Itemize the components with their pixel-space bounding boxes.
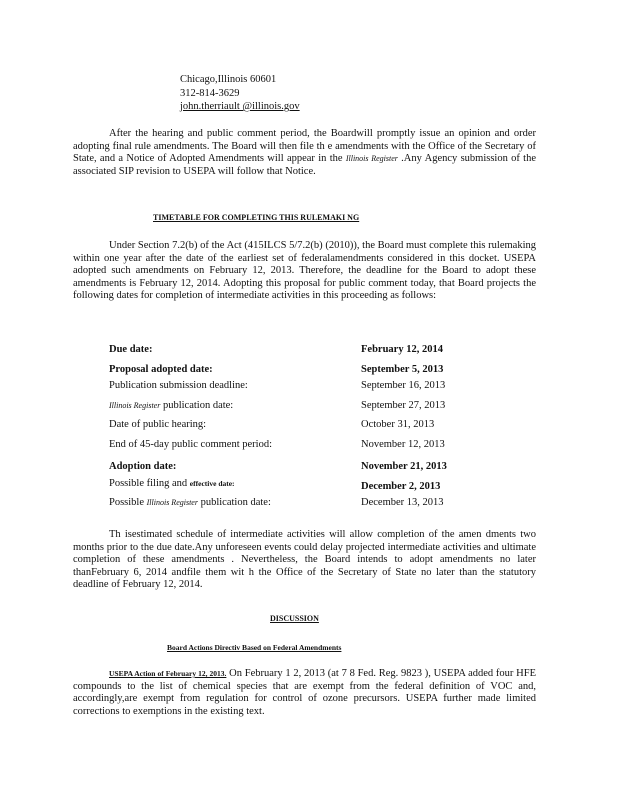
schedule-label: publication date: [162,400,234,411]
schedule-date: November 21, 2013 [361,461,447,472]
schedule-label-small: effective date: [189,479,235,488]
schedule-date: September 27, 2013 [361,400,446,411]
schedule-label: Date of public hearing: [109,419,207,430]
schedule-label-row [109,400,233,411]
usepa-action-lead: USEPA Action of February 12, 2013. [109,669,227,678]
paragraph-estimated-schedule-text: Th isestimated schedule of intermediate activities will allow completion of the amen dments two months prior to the due date.Any unforeseen events could delay projected intermediate activities and ultimate completion of these amendments . Nevertheless, the Board intends to adopt amendments no later thanFebruary 6, 2014 andfile them wit h the Office of the Secretary of State no later than the statutory deadline of February 12, 2014. [73,529,536,591]
schedule-label: Adoption date: [109,461,177,472]
schedule-label: Possible [109,497,145,508]
schedule-label-tail: publication date: [200,497,271,508]
paragraph-usepa-action [73,668,536,718]
paragraph-section-72 [73,240,536,303]
schedule-label-row [109,497,271,508]
schedule-label: Possible filing and [109,478,188,489]
schedule-date: October 31, 2013 [361,419,435,430]
illinois-register-ref: Illinois Register [146,498,198,507]
paragraph-hearing-tail: .Any Agency submission of the associated SIP revision to USEPA will follow that Notice. [73,153,537,177]
discussion-heading: DISCUSSION [270,614,319,623]
schedule-label-row [109,478,235,489]
schedule-label: Publication submission deadline: [109,380,248,391]
schedule-label: Proposal adopted date: [109,364,213,375]
schedule-date: February 12, 2014 [361,344,443,355]
schedule-label: Due date: [109,344,153,355]
timetable-heading: TIMETABLE FOR COMPLETING THIS RULEMAKI NG [153,213,360,222]
paragraph-section-72-text: Under Section 7.2(b) of the Act (415ILCS 5/7.2(b) (2010)), the Board must complete this rulemaking within one year after the date of the earliest set of federalamendments considered in this docket. USEPA adopted such amendments on February 12, 2013. Therefore, the deadline for the Board to adopt these amendments is February 12, 2014. Adopting this proposal for public comment today, that Board projects the following dates for completion of intermediate activities in this proceeding as follows: [73,240,536,302]
schedule-date: September 5, 2013 [361,364,444,375]
federal-amendments-subheading: Board Actions Directiv Based on Federal Amendments [167,643,342,652]
schedule-date: November 12, 2013 [361,439,445,450]
illinois-register-ref: Illinois Register [345,154,398,164]
paragraph-hearing [73,128,536,178]
schedule-date: September 16, 2013 [361,380,446,391]
schedule-label: End of 45-day public comment period: [109,439,273,450]
paragraph-estimated-schedule [73,529,536,592]
paragraph-hearing-text: After the hearing and public comment period, the Boardwill promptly issue an opinion and order adopting final rule amendments. The Board will then file th e amendments with the Office of the Secretary of State, and a Notice of Adopted Amendments will appear in the [73,128,536,165]
schedule-date: December 13, 2013 [361,497,444,508]
address-phone: 312-814-3629 [180,88,240,99]
address-city: Chicago,Illinois 60601 [180,74,277,85]
illinois-register-ref: Illinois Register [109,401,161,410]
schedule-date: December 2, 2013 [361,481,441,492]
address-email: john.therriault @illinois.gov [180,101,300,112]
paragraph-usepa-action-text: On February 1 2, 2013 (at 7 8 Fed. Reg. 9823 ), USEPA added four HFE compounds to the list of chemical species that are exempt from the federal definition of VOC and, accordingly,are exempt from regulation for control of ozone precursors. USEPA further made limited corrections to exemptions in the existing text. [73,668,537,717]
